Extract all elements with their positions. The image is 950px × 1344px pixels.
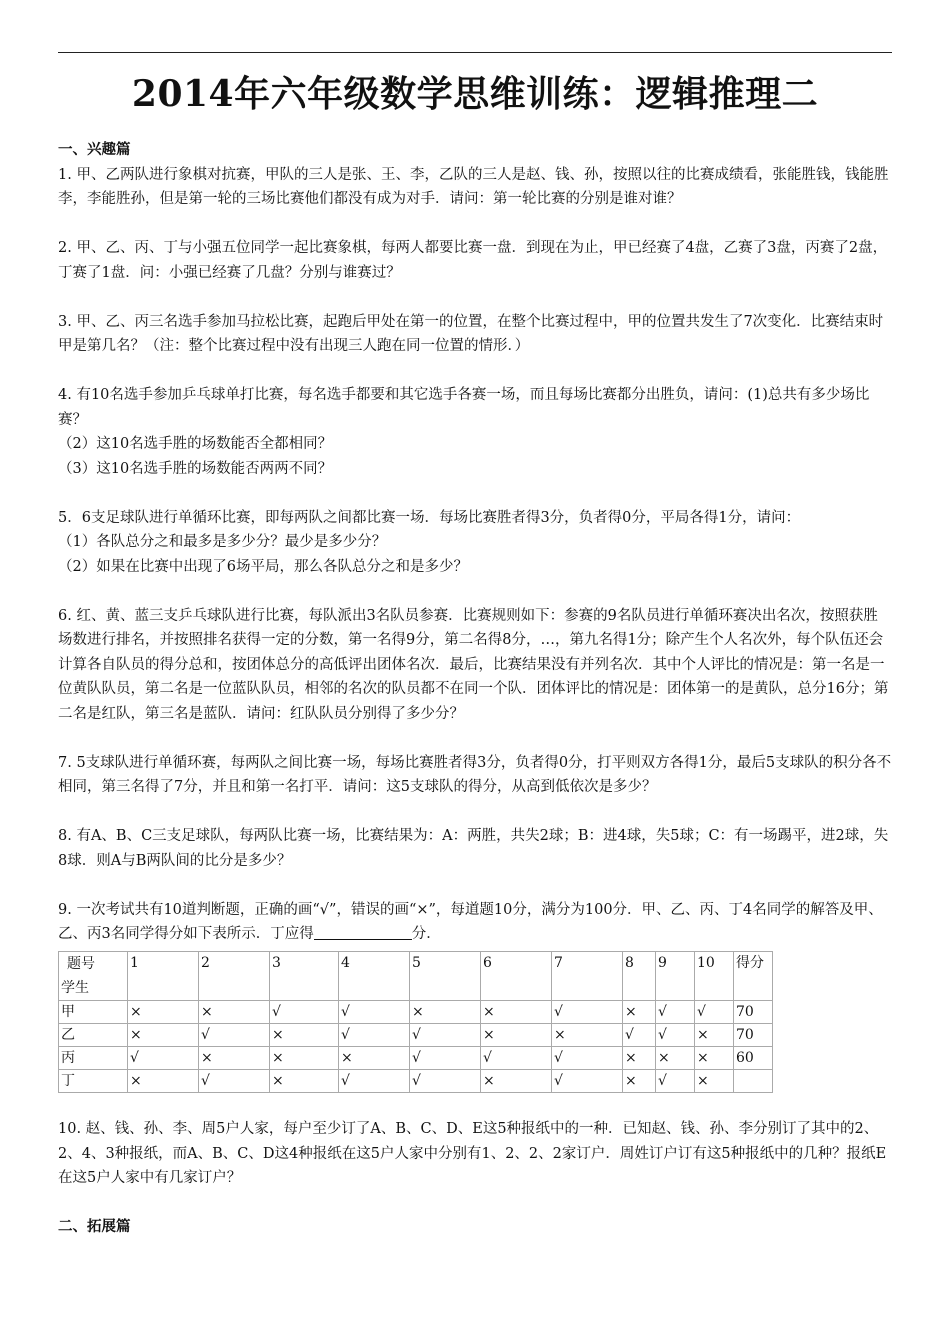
problem-line: 8. 有A、B、C三支足球队，每两队比赛一场，比赛结果为：A：两胜，共失2球；B：进4球，失5球；C：有一场踢平，进2球，失8球．则A与B两队间的比分是多少？ [58,828,889,869]
answer-cell: √ [339,1023,410,1046]
table-row [59,1023,773,1046]
answer-cell: √ [339,1069,410,1092]
problem-line: （1）各队总分之和最多是多少分？最少是多少分？ [58,534,387,550]
problem-4 [58,383,892,481]
answer-cell: √ [656,1000,695,1023]
answer-cell: √ [339,1000,410,1023]
answer-cell: √ [410,1023,481,1046]
answer-cell: √ [410,1069,481,1092]
problem-6 [58,604,892,727]
answer-cell: × [695,1023,734,1046]
problem-8 [58,824,892,873]
problem-1 [58,163,892,212]
table-column-header: 7 [552,951,623,1000]
table-column-header: 5 [410,951,481,1000]
answer-cell: √ [128,1046,199,1069]
answer-cell: × [481,1023,552,1046]
answer-cell: √ [481,1046,552,1069]
answer-cell: × [695,1069,734,1092]
answer-table [58,951,773,1093]
answer-cell: √ [623,1023,656,1046]
table-column-header: 得分 [734,951,773,1000]
student-name-cell: 丁 [59,1069,128,1092]
answer-cell: × [270,1069,339,1092]
problem-line: 6. 红、黄、蓝三支乒乓球队进行比赛，每队派出3名队员参赛．比赛规则如下：参赛的9名队员进行单循环赛决出名次，按照获胜场数进行排名，并按照排名获得一定的分数，第一名得9分，第二名得8分，…，第九名得1分；除产生个人名次外，每个队伍还会计算各自队员的得分总和，按团体总分的高低评出团体名次．最后，比赛结果没有并列名次．其中个人评比的情况是：第一名是一位黄队队员，第二名是一位蓝队队员，相邻的名次的队员都不在同一个队．团体评比的情况是：团体第一的是黄队，总分16分；第二名是红队，第三名是蓝队．请问：红队队员分别得了多少分？ [58,607,889,722]
answer-cell: √ [552,1000,623,1023]
answer-cell: × [552,1023,623,1046]
answer-cell: × [128,1069,199,1092]
answer-cell: × [270,1023,339,1046]
problem-line: 2. 甲、乙、丙、丁与小强五位同学一起比赛象棋，每两人都要比赛一盘．到现在为止，甲已经赛了4盘，乙赛了3盘，丙赛了2盘，丁赛了1盘．问：小强已经赛了几盘？分别与谁赛过？ [58,240,888,281]
problem-9-text-before: 9. 一次考试共有10道判断题，正确的画“√”，错误的画“×”，每道题10分，满分为100分．甲、乙、丙、丁4名同学的解答及甲、乙、丙3名同学得分如下表所示．丁应得 [58,901,883,942]
answer-cell: 70 [734,1023,773,1046]
answer-cell: √ [270,1000,339,1023]
answer-cell: × [695,1046,734,1069]
problem-5 [58,506,892,580]
student-name-cell: 丙 [59,1046,128,1069]
problem-9 [58,898,892,1093]
table-column-header: 10 [695,951,734,1000]
problem-line: 4. 有10名选手参加乒乓球单打比赛，每名选手都要和其它选手各赛一场，而且每场比赛都分出胜负，请问：(1)总共有多少场比赛？ [58,387,870,428]
answer-cell: √ [199,1069,270,1092]
problem-list [58,163,892,874]
answer-cell: × [128,1000,199,1023]
answer-cell: √ [552,1069,623,1092]
table-column-header: 8 [623,951,656,1000]
problem-line: 5．6支足球队进行单循环比赛，即每两队之间都比赛一场．每场比赛胜者得3分，负者得0分，平局各得1分，请问： [58,509,801,526]
answer-cell: × [481,1069,552,1092]
table-column-header: 2 [199,951,270,1000]
answer-cell: × [623,1069,656,1092]
page-title: 2014年六年级数学思维训练：逻辑推理二 [131,73,819,115]
document-body [58,138,892,1240]
problem-9-text-after: 分． [411,926,441,942]
answer-cell: √ [656,1069,695,1092]
answer-cell: √ [656,1023,695,1046]
answer-cell: × [270,1046,339,1069]
answer-cell: √ [695,1000,734,1023]
table-row [59,1000,773,1023]
answer-cell: √ [199,1023,270,1046]
corner-label-student: 学生 [61,979,89,996]
problem-10-text: 10. 赵、钱、孙、李、周5户人家，每户至少订了A、B、C、D、E这5种报纸中的一种．已知赵、钱、孙、李分别订了其中的2、2、4、3种报纸，而A、B、C、D这4种报纸在这5户人家中分别有1、2、2、2家订户．周姓订户订有这5种报纸中的几种？报纸E在这5户人家中有几家订户？ [58,1121,887,1186]
problem-2 [58,236,892,285]
answer-cell: × [656,1046,695,1069]
table-column-header: 6 [481,951,552,1000]
problem-line: 7. 5支球队进行单循环赛，每两队之间比赛一场，每场比赛胜者得3分，负者得0分，打平则双方各得1分，最后5支球队的积分各不相同，第三名得了7分，并且和第一名打平．请问：这5支球队的得分，从高到低依次是多少？ [58,754,892,795]
answer-cell: × [339,1046,410,1069]
corner-label-question: 题号 [67,955,95,972]
problem-line: （2）这10名选手胜的场数能否全都相同？ [58,436,333,452]
answer-cell: × [199,1046,270,1069]
problem-line: 1. 甲、乙两队进行象棋对抗赛，甲队的三人是张、王、李，乙队的三人是赵、钱、孙，按照以往的比赛成绩看，张能胜钱，钱能胜李，李能胜孙，但是第一轮的三场比赛他们都没有成为对手．请问：第一轮比赛的分别是谁对谁？ [58,166,889,207]
answer-cell: × [410,1000,481,1023]
problem-line: （3）这10名选手胜的场数能否两两不同？ [58,460,333,477]
table-row [59,1046,773,1069]
answer-cell: √ [552,1046,623,1069]
problem-line: （2）如果在比赛中出现了6场平局，那么各队总分之和是多少？ [58,558,468,575]
student-name-cell: 乙 [59,1023,128,1046]
table-header-row [59,951,773,1000]
answer-blank[interactable] [314,923,412,940]
problem-7 [58,751,892,800]
section-heading-extension: 二、拓展篇 [58,1218,131,1235]
answer-cell: × [128,1023,199,1046]
answer-cell: 60 [734,1046,773,1069]
answer-cell: × [623,1046,656,1069]
problem-9-text [58,898,892,947]
student-name-cell: 甲 [59,1000,128,1023]
table-corner-cell [59,951,128,1000]
table-column-header: 4 [339,951,410,1000]
answer-cell: × [481,1000,552,1023]
header-rule [58,52,892,53]
answer-cell: √ [410,1046,481,1069]
table-row [59,1069,773,1092]
table-column-header: 1 [128,951,199,1000]
section-heading-interest: 一、兴趣篇 [58,141,131,158]
problem-line: 3. 甲、乙、丙三名选手参加马拉松比赛，起跑后甲处在第一的位置，在整个比赛过程中，甲的位置共发生了7次变化．比赛结束时甲是第几名？（注：整个比赛过程中没有出现三人跑在同一位置的情形．） [58,313,884,354]
table-column-header: 3 [270,951,339,1000]
problem-3 [58,310,892,359]
table-column-header: 9 [656,951,695,1000]
answer-cell [734,1069,773,1092]
answer-cell: × [199,1000,270,1023]
problem-10 [58,1117,892,1191]
answer-cell: 70 [734,1000,773,1023]
answer-cell: × [623,1000,656,1023]
